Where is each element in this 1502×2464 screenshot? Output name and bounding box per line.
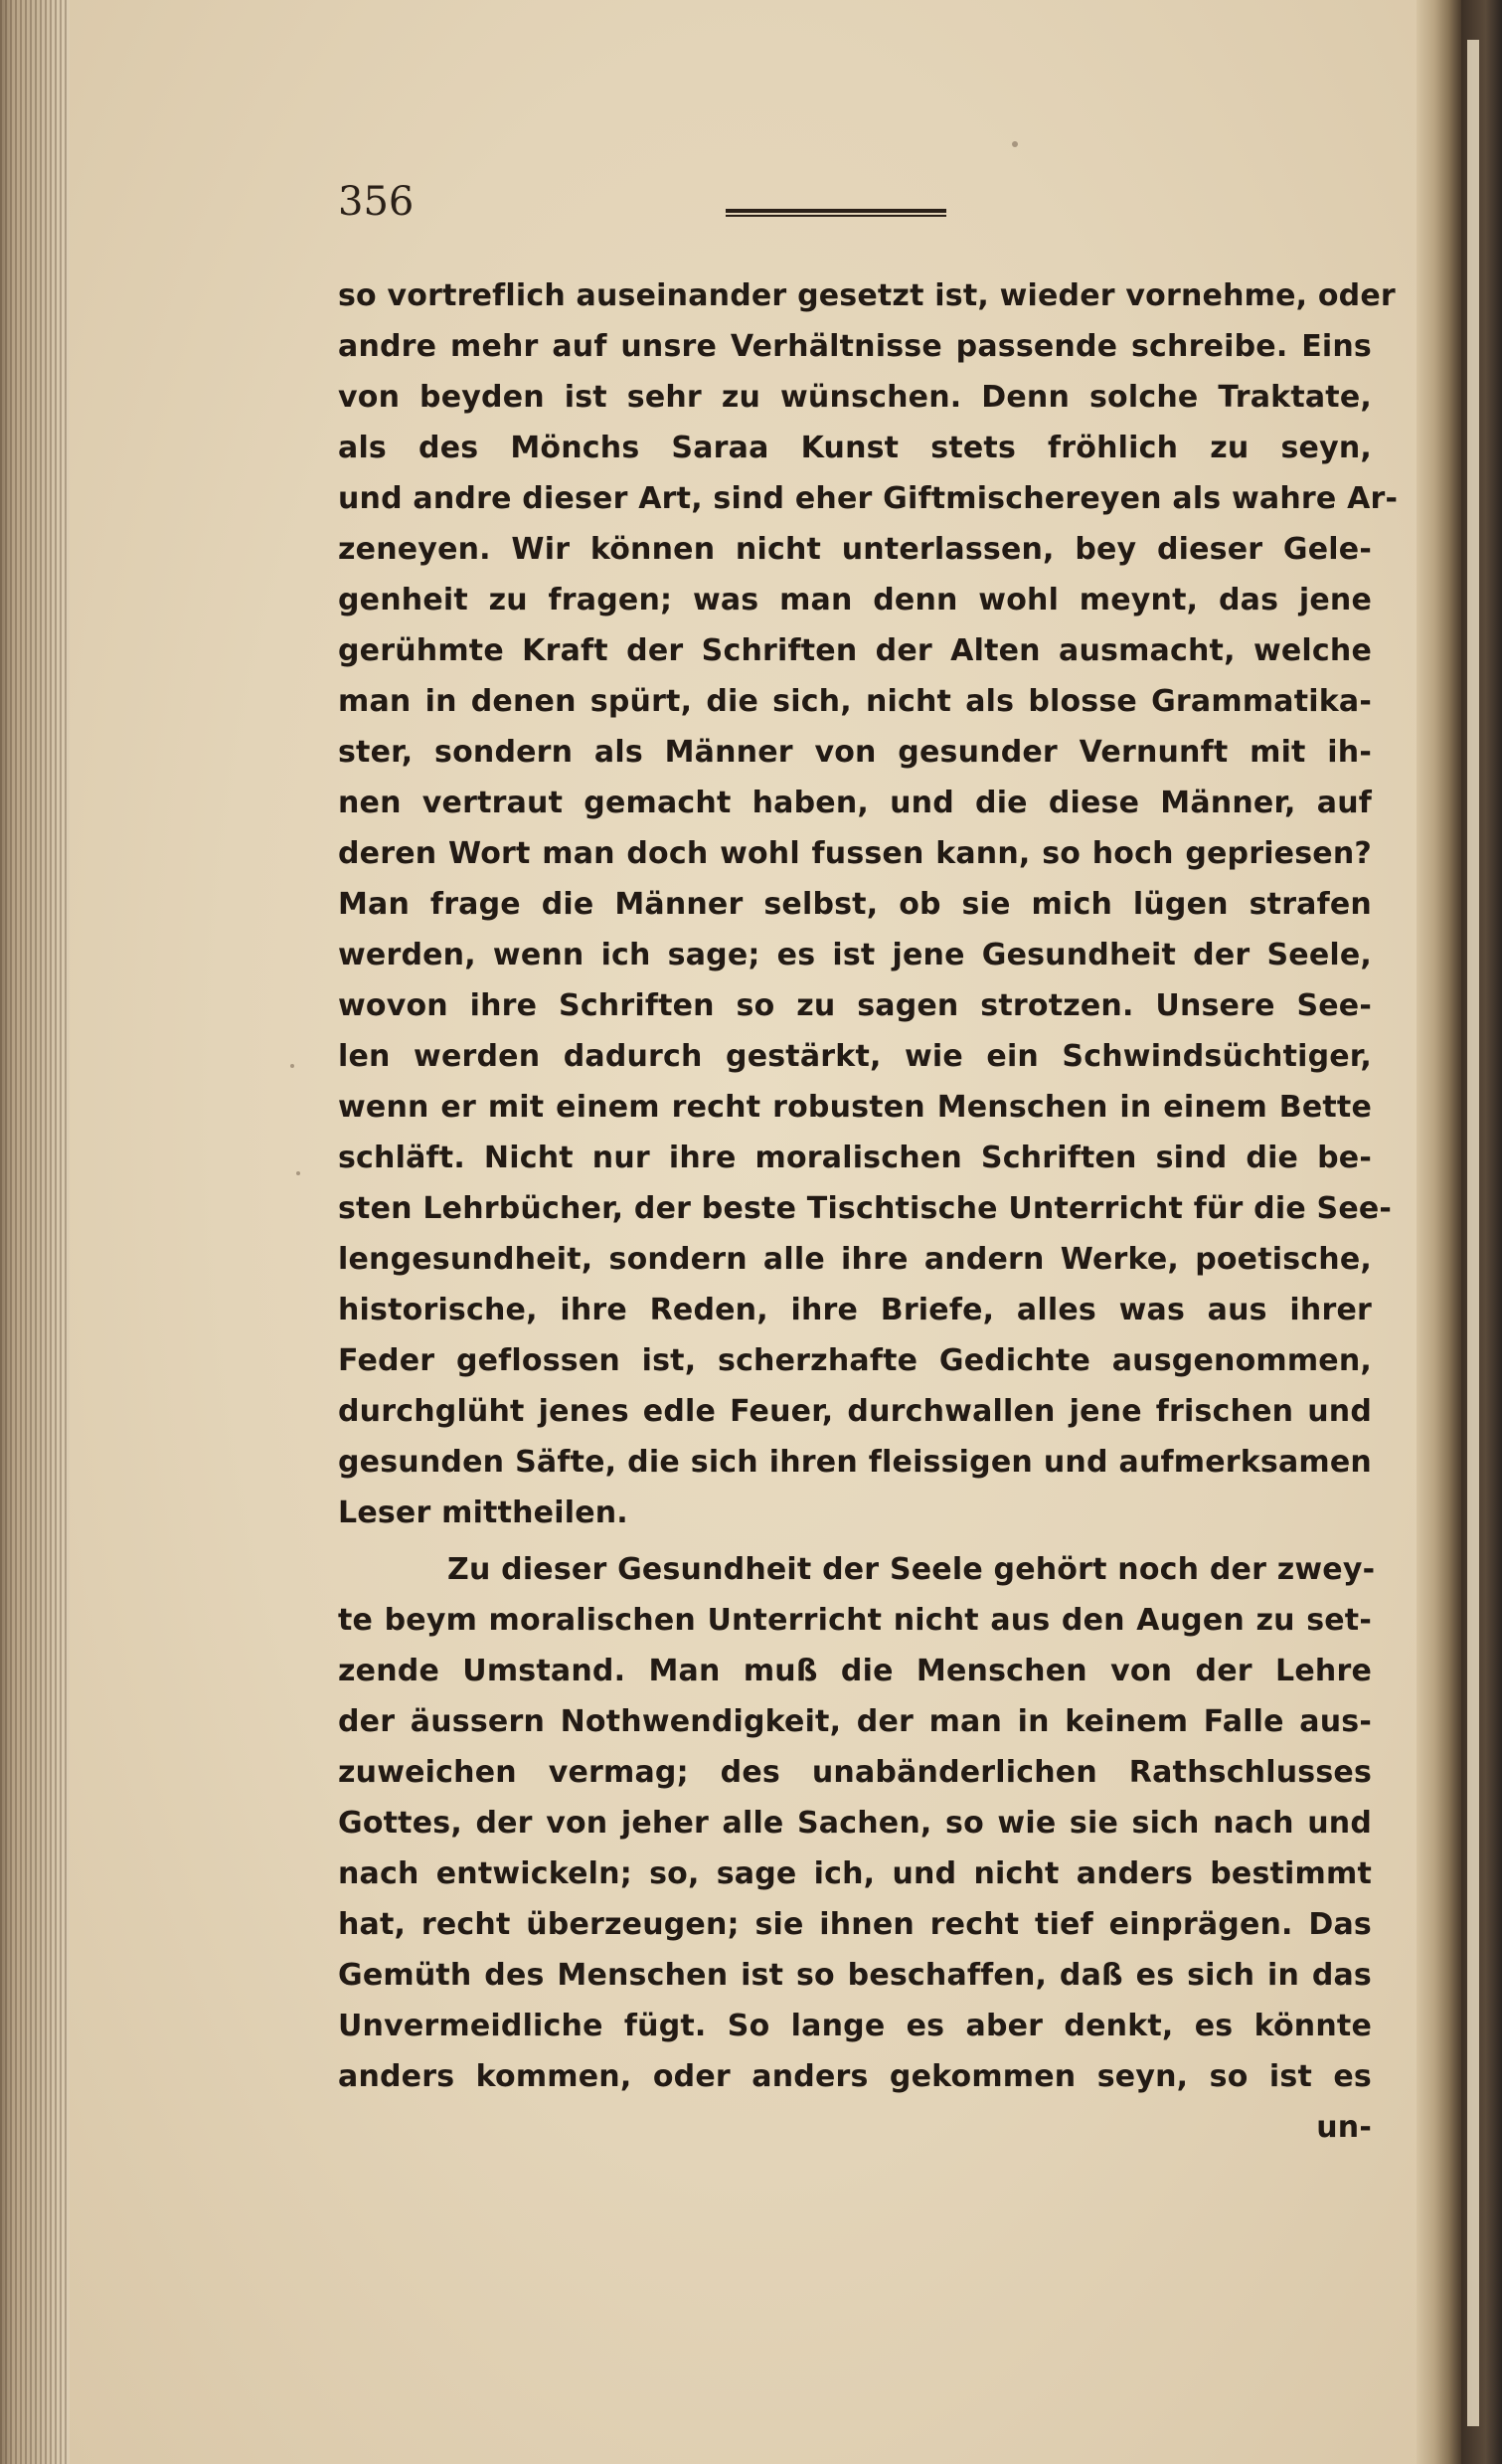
text-line: als des Mönchs Saraa Kunst stets fröhlich zu seyn,: [338, 431, 1372, 465]
page-header: [338, 179, 1372, 239]
text-line: schläft. Nicht nur ihre moralischen Schriften sind die be-: [338, 1141, 1372, 1175]
text-line: sten Lehrbücher, der beste Tischtische Unterricht für die See-: [338, 1191, 1393, 1226]
text-line: Gottes, der von jeher alle Sachen, so wie sie sich nach und: [338, 1806, 1372, 1841]
text-line: Gemüth des Menschen ist so beschaffen, daß es sich in das: [338, 1958, 1372, 1993]
paper-speck: [1012, 141, 1018, 147]
text-line: zeneyen. Wir können nicht unterlassen, bey dieser Gele-: [338, 532, 1372, 567]
header-rule-thin: [726, 215, 946, 217]
text-line: wenn er mit einem recht robusten Menschen in einem Bette: [338, 1090, 1372, 1125]
page-number: 356: [338, 179, 415, 225]
text-line: gesunden Säfte, die sich ihren fleissigen und aufmerksamen: [338, 1445, 1372, 1480]
book-gutter: [1417, 0, 1461, 2464]
text-line: gerühmte Kraft der Schriften der Alten ausmacht, welche: [338, 633, 1372, 668]
text-line: Feder geflossen ist, scherzhafte Gedichte ausgenommen,: [338, 1343, 1372, 1378]
text-line: lengesundheit, sondern alle ihre andern Werke, poetische,: [338, 1242, 1372, 1277]
body-text: [338, 270, 1399, 2153]
text-line: zende Umstand. Man muß die Menschen von der Lehre: [338, 1654, 1372, 1688]
text-line: anders kommen, oder anders gekommen seyn, so ist es: [338, 2059, 1372, 2094]
text-line: len werden dadurch gestärkt, wie ein Schwindsüchtiger,: [338, 1039, 1372, 1074]
text-line: so vortreflich auseinander gesetzt ist, wieder vornehme, oder: [338, 278, 1396, 313]
text-line: nach entwickeln; so, sage ich, und nicht anders bestimmt: [338, 1856, 1372, 1891]
header-rule-thick: [726, 209, 946, 213]
text-line: historische, ihre Reden, ihre Briefe, alles was aus ihrer: [338, 1293, 1372, 1327]
text-line: ster, sondern als Männer von gesunder Vernunft mit ih-: [338, 735, 1372, 770]
text-line: wovon ihre Schriften so zu sagen strotzen. Unsere See-: [338, 988, 1372, 1023]
text-line: und andre dieser Art, sind eher Giftmischereyen als wahre Ar-: [338, 481, 1399, 516]
text-line: Leser mittheilen.: [338, 1496, 628, 1530]
page-stack-edge: [0, 0, 70, 2464]
text-line: andre mehr auf unsre Verhältnisse passende schreibe. Eins: [338, 329, 1372, 364]
facing-page-edge: [1467, 40, 1479, 2426]
paragraph-1: [338, 270, 1399, 1538]
text-line: zuweichen vermag; des unabänderlichen Rathschlusses: [338, 1755, 1372, 1790]
text-line: Zu dieser Gesundheit der Seele gehört noch der zwey-: [447, 1552, 1376, 1587]
paragraph-2: [338, 1544, 1376, 2102]
text-line: der äussern Nothwendigkeit, der man in keinem Falle aus-: [338, 1704, 1372, 1739]
paper-speck: [296, 1171, 300, 1175]
text-line: genheit zu fragen; was man denn wohl meynt, das jene: [338, 583, 1372, 617]
text-line: man in denen spürt, die sich, nicht als blosse Grammatika-: [338, 684, 1372, 719]
catchword: un-: [1316, 2110, 1372, 2145]
text-line: Man frage die Männer selbst, ob sie mich lügen strafen: [338, 887, 1372, 922]
paper-speck: [290, 1064, 294, 1068]
text-line: te beym moralischen Unterricht nicht aus den Augen zu set-: [338, 1603, 1372, 1638]
text-line: hat, recht überzeugen; sie ihnen recht tief einprägen. Das: [338, 1907, 1372, 1942]
text-line: Unvermeidliche fügt. So lange es aber denkt, es könnte: [338, 2009, 1372, 2043]
text-line: deren Wort man doch wohl fussen kann, so hoch gepriesen?: [338, 836, 1372, 871]
text-line: von beyden ist sehr zu wünschen. Denn solche Traktate,: [338, 380, 1372, 415]
text-line: durchglüht jenes edle Feuer, durchwallen jene frischen und: [338, 1394, 1372, 1429]
text-line: nen vertraut gemacht haben, und die diese Männer, auf: [338, 786, 1372, 820]
header-rule: [726, 209, 946, 217]
text-line: werden, wenn ich sage; es ist jene Gesundheit der Seele,: [338, 938, 1372, 972]
